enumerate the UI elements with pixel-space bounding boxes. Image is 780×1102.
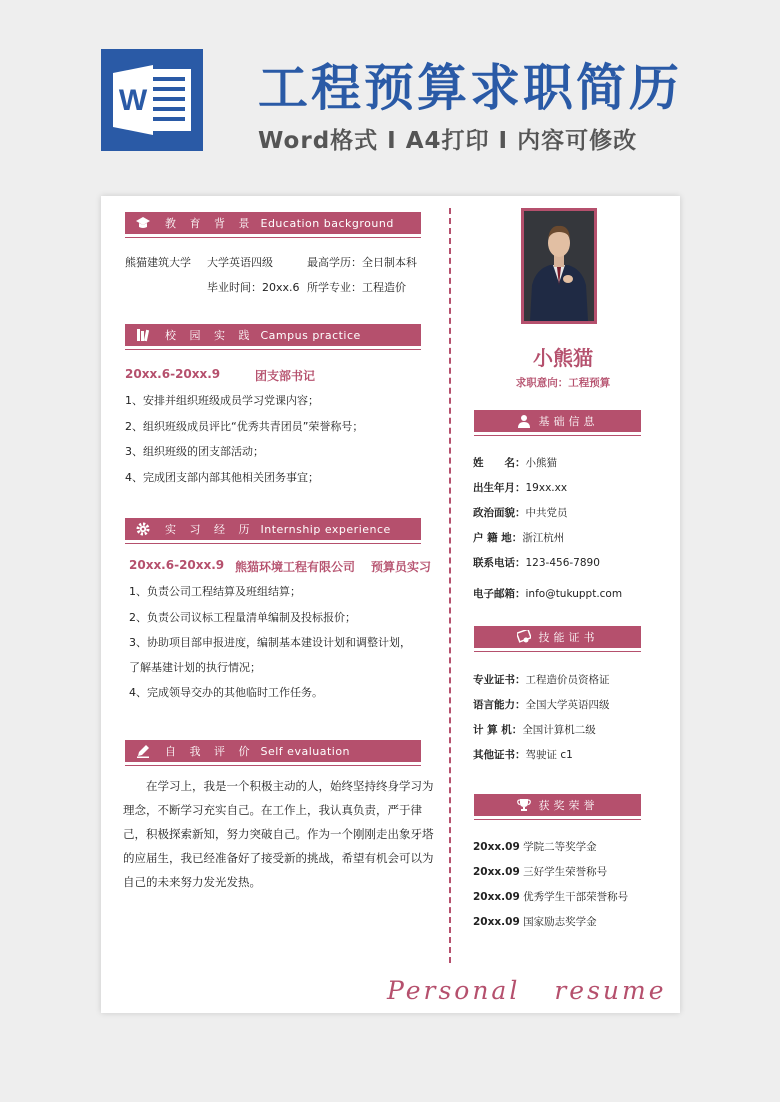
gear-icon bbox=[135, 521, 151, 537]
internship-item: 2、负责公司议标工程量清单编制及投标报价； bbox=[129, 611, 356, 624]
avatar bbox=[521, 208, 597, 324]
internship-header bbox=[125, 518, 421, 544]
education-degree: 最高学历：全日制本科 bbox=[307, 256, 417, 269]
award-row: 20xx.09 优秀学生干部荣誉称号 bbox=[473, 891, 629, 903]
books-icon bbox=[135, 327, 151, 343]
trophy-icon bbox=[517, 798, 531, 812]
education-title-cn: 教 育 背 景 bbox=[165, 217, 255, 230]
education-school: 熊猫建筑大学 bbox=[125, 256, 191, 269]
campus-period: 20xx.6-20xx.9 bbox=[125, 367, 221, 381]
basic-info-row: 姓 名：小熊猫 bbox=[473, 457, 557, 469]
award-row: 20xx.09 国家励志奖学金 bbox=[473, 916, 597, 928]
internship-position: 预算员实习 bbox=[371, 560, 432, 574]
skills-header bbox=[474, 626, 641, 652]
person-photo-icon bbox=[524, 211, 594, 321]
word-logo-letter: W bbox=[118, 84, 148, 117]
campus-item: 1、安排并组织班级成员学习党课内容； bbox=[125, 394, 319, 407]
campus-item: 2、组织班级成员评比“优秀共青团员”荣誉称号； bbox=[125, 420, 364, 433]
campus-header bbox=[125, 324, 421, 350]
page-title: 工程预算求职简历 bbox=[258, 59, 682, 117]
self-eval-text: 在学习上，我是一个积极主动的人，始终坚持终身学习为理念，不断学习充实自己。在工作上，我认真负责，严于律己，积极探索新知，努力突破自己。作为一个刚刚走出象牙塔的应届生，我已经准备好了接受新的挑战，希望有机会可以为自己的未来努力发光发热。 bbox=[123, 779, 434, 889]
self-eval-title-cn: 自 我 评 价 bbox=[165, 745, 255, 758]
campus-title-en: Campus practice bbox=[260, 328, 361, 342]
basic-info-title: 基础信息 bbox=[538, 415, 599, 428]
basic-info-row: 出生年月：19xx.xx bbox=[473, 482, 568, 494]
internship-item: 1、负责公司工程结算及班组结算； bbox=[129, 585, 301, 598]
skill-row: 语言能力：全国大学英语四级 bbox=[473, 699, 610, 711]
page-subtitle: Word格式 I A4打印 I 内容可修改 bbox=[258, 128, 638, 154]
pen-icon bbox=[135, 743, 151, 759]
internship-title-cn: 实 习 经 历 bbox=[165, 523, 255, 536]
campus-item: 3、组织班级的团支部活动； bbox=[125, 445, 264, 458]
education-title-en: Education background bbox=[260, 216, 394, 230]
campus-role: 团支部书记 bbox=[255, 369, 316, 383]
basic-info-row: 户 籍 地：浙江杭州 bbox=[473, 532, 565, 544]
self-eval-title-en: Self evaluation bbox=[260, 744, 351, 758]
internship-item: 4、完成领导交办的其他临时工作任务。 bbox=[129, 686, 323, 699]
internship-item: 了解基建计划的执行情况； bbox=[129, 661, 261, 674]
skills-title: 技能证书 bbox=[538, 631, 599, 644]
basic-info-row: 政治面貌：中共党员 bbox=[473, 507, 568, 519]
internship-item: 3、协助项目部申报进度，编制基本建设计划和调整计划， bbox=[129, 636, 411, 649]
internship-title-en: Internship experience bbox=[260, 522, 391, 536]
word-logo-icon bbox=[101, 49, 203, 151]
education-major: 所学专业：工程造价 bbox=[307, 281, 406, 294]
award-row: 20xx.09 三好学生荣誉称号 bbox=[473, 866, 608, 878]
resume-paper bbox=[101, 196, 680, 1013]
skill-row: 其他证书：驾驶证 c1 bbox=[473, 749, 573, 761]
education-english: 大学英语四级 bbox=[207, 256, 273, 269]
basic-info-row: 联系电话：123-456-7890 bbox=[473, 557, 600, 569]
personal-resume-footer: Personal resume bbox=[387, 976, 667, 1005]
awards-header bbox=[474, 794, 641, 820]
column-divider bbox=[449, 208, 451, 963]
user-icon bbox=[517, 414, 531, 428]
job-intent: 求职意向：工程预算 bbox=[515, 377, 611, 389]
internship-company: 熊猫环境工程有限公司 bbox=[235, 560, 356, 574]
candidate-name: 小熊猫 bbox=[533, 346, 593, 370]
award-row: 20xx.09 学院二等奖学金 bbox=[473, 841, 597, 853]
skill-row: 专业证书：工程造价员资格证 bbox=[473, 674, 610, 686]
certificate-icon bbox=[517, 630, 531, 644]
graduation-cap-icon bbox=[135, 215, 151, 231]
education-header bbox=[125, 212, 421, 238]
internship-period: 20xx.6-20xx.9 bbox=[129, 558, 225, 572]
basic-info-row: 电子邮箱：info@tukuppt.com bbox=[473, 588, 623, 600]
campus-item: 4、完成团支部内部其他相关团务事宜； bbox=[125, 471, 319, 484]
awards-title: 获奖荣誉 bbox=[538, 799, 599, 812]
basic-info-header bbox=[474, 410, 641, 436]
campus-title-cn: 校 园 实 践 bbox=[165, 329, 255, 342]
self-eval-header bbox=[125, 740, 421, 766]
skill-row: 计 算 机：全国计算机二级 bbox=[473, 724, 596, 736]
education-graduation: 毕业时间：20xx.6 bbox=[207, 281, 300, 294]
